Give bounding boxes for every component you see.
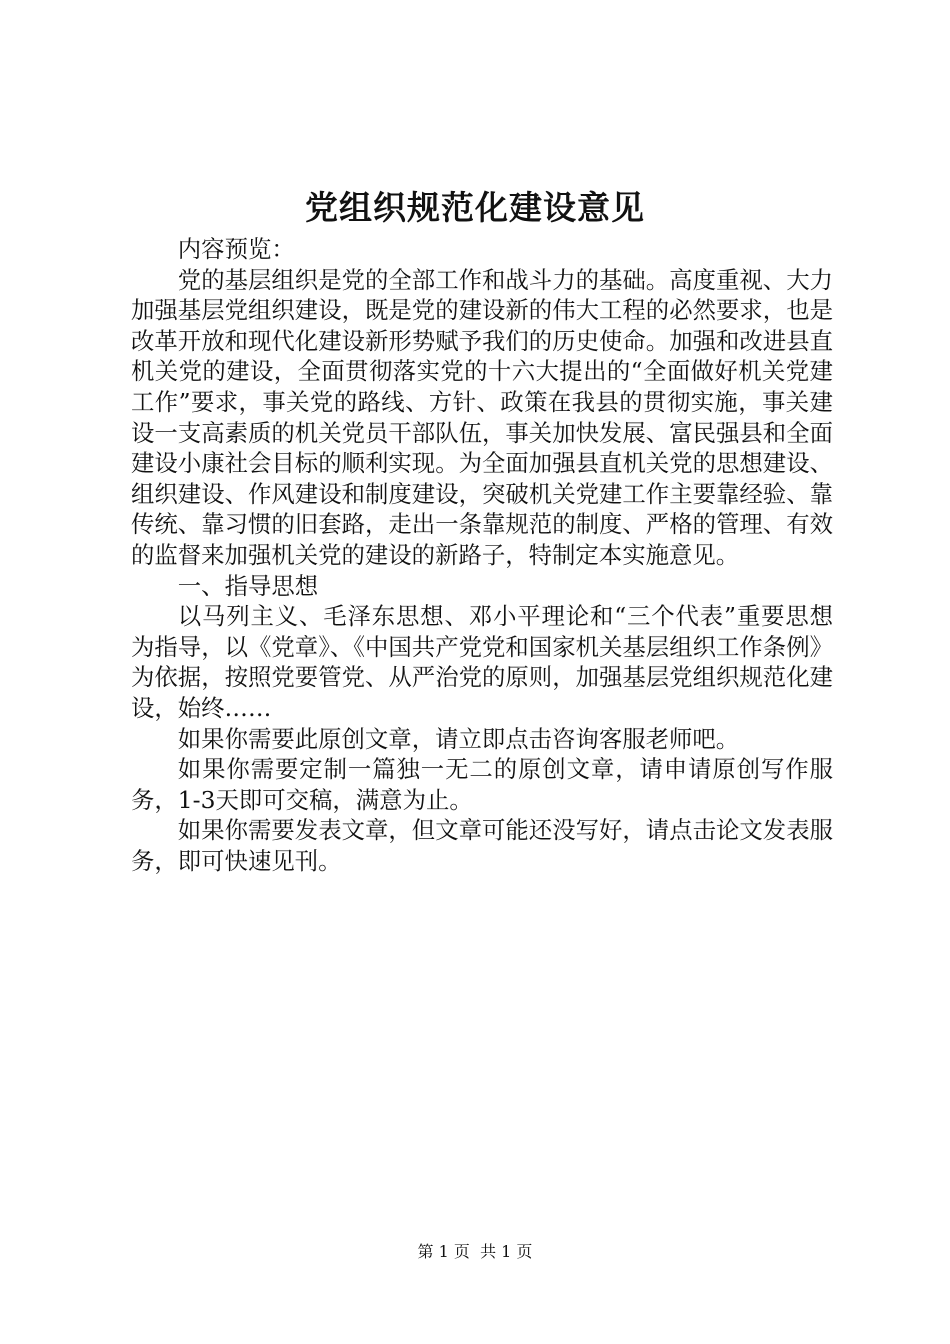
page-number: 第 1 页 共 1 页 [417,1242,533,1261]
consult-service-paragraph: 如果你需要此原创文章，请立即点击咨询客服老师吧。 [177,724,740,753]
intro-paragraph: 党的基层组织是党的全部工作和战斗力的基础。高度重视、大力加强基层党组织建设，既是党的建设新的伟大工程的必然要求，也是改革开放和现代化建设新形势赋予我们的历史使命。加强和改进县直机关党的建设，全面贯彻落实党的十六大提出的“全面做好机关党建工作”要求，事关党的路线、方针、政策在我县的贯彻实施，事关建设一支高素质的机关党员干部队伍，事关加快发展、富民强县和全面建设小康社会目标的顺利实现。为全面加强县直机关党的思想建设、组织建设、作风建设和制度建设，突破机关党建工作主要靠经验、靠传统、靠习惯的旧套路，走出一条靠规范的制度、严格的管理、有效的监督来加强机关党的建设的新路子，特制定本实施意见。 [131,265,833,569]
section-heading: 一、指导思想 [177,571,319,600]
preview-label: 内容预览： [177,235,295,263]
custom-writing-paragraph: 如果你需要定制一篇独一无二的原创文章，请申请原创写作服务，1-3天即可交稿，满意为止。 [131,755,833,814]
page-footer [0,1242,950,1262]
document-body [131,234,833,876]
document-title: 党组织规范化建设意见 [305,188,645,227]
publishing-service-paragraph: 如果你需要发表文章，但文章可能还没写好，请点击论文发表服务，即可快速见刊。 [131,816,833,875]
guiding-ideology-paragraph: 以马列主义、毛泽东思想、邓小平理论和“三个代表”重要思想为指导，以《党章》、《中国共产党党和国家机关基层组织工作条例》为依据，按照党要管党、从严治党的原则，加强基层党组织规范化建设，始终…… [131,602,833,722]
